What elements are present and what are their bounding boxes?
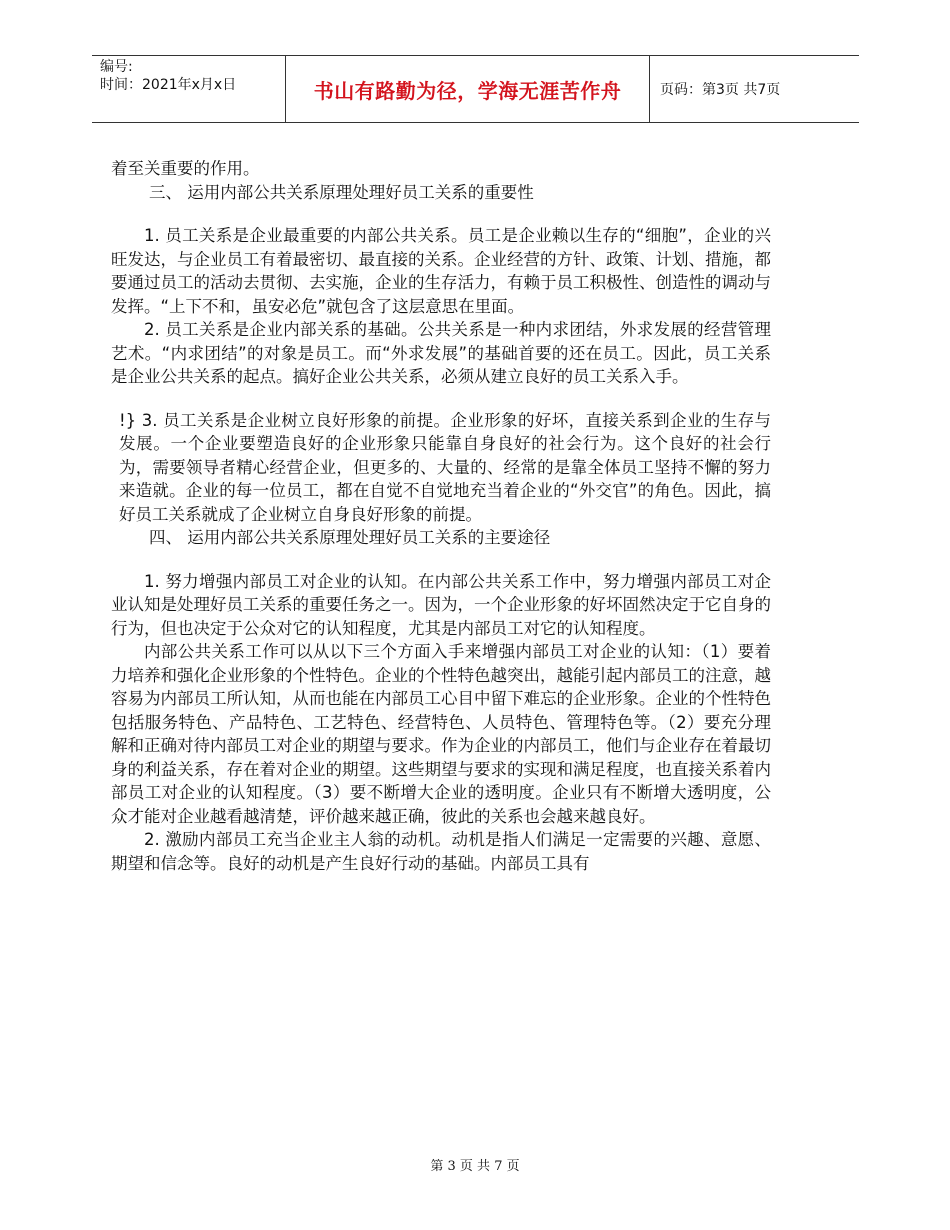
paragraph-4-1: 1. 努力增强内部员工对企业的认知。在内部公共关系工作中，努力增强内部员工对企业认知是处理好员工关系的重要任务之一。因为，一个企业形象的好坏固然决定于它自身的行为，但也决定于公众对它的认知程度，尤其是内部员工对它的认知程度。 — [111, 571, 771, 638]
header-page-label: 页码：第3页 共7页 — [660, 82, 781, 98]
paragraph-3-2: 2. 员工关系是企业内部关系的基础。公共关系是一种内求团结，外求发展的经营管理艺术。“内求团结”的对象是员工。而“外求发展”的基础首要的还在员工。因此，员工关系是企业公共关系的起点。搞好企业公共关系，必须从建立良好的员工关系入手。 — [111, 320, 771, 386]
header-motto: 书山有路勤为径，学海无涯苦作舟 — [285, 56, 650, 122]
section-heading-3: 三、 运用内部公共关系原理处理好员工关系的重要性 — [149, 182, 534, 202]
document-header — [92, 55, 859, 123]
document-body — [111, 157, 771, 875]
intro-paragraph: 着至关重要的作用。 — [111, 159, 260, 178]
paragraph-3-3: !} 3. 员工关系是企业树立良好形象的前提。企业形象的好坏，直接关系到企业的生存与发展。一个企业要塑造良好的企业形象只能靠自身良好的社会行为。这个良好的社会行为，需要领导者精心经营企业，但更多的、大量的、经常的是靠全体员工坚持不懈的努力来造就。企业的每一位员工，都在自觉不自觉地充当着企业的“外交官”的角色。因此，搞好员工关系就成了企业树立自身良好形象的前提。 — [119, 410, 771, 524]
time-label: 时间：2021年x月x日 — [100, 77, 237, 93]
number-label: 编号: — [100, 59, 133, 75]
page-footer: 第 3 页 共 7 页 — [430, 1159, 520, 1174]
paragraph-4-1b: 内部公共关系工作可以从以下三个方面入手来增强内部员工对企业的认知：（1）要着力培养和强化企业形象的个性特色。企业的个性特色越突出，越能引起内部员工的注意，越容易为内部员工所认知，从而也能在内部员工心目中留下难忘的企业形象。企业的个性特色包括服务特色、产品特色、工艺特色、经营特色、人员特色、管理特色等。（2）要充分理解和正确对待内部员工对企业的期望与要求。作为企业的内部员工，他们与企业存在着最切身的利益关系，存在着对企业的期望。这些期望与要求的实现和满足程度，也直接关系着内部员工对企业的认知程度。（3）要不断增大企业的透明度。企业只有不断增大透明度，公众才能对企业越看越清楚，评价越来越正确，彼此的关系也会越来越良好。 — [111, 642, 771, 826]
header-meta — [92, 56, 285, 122]
section-heading-4: 四、 运用内部公共关系原理处理好员工关系的主要途径 — [149, 528, 551, 547]
paragraph-4-2: 2. 激励内部员工充当企业主人翁的动机。动机是指人们满足一定需要的兴趣、意愿、期望和信念等。良好的动机是产生良好行动的基础。内部员工具有 — [111, 830, 771, 873]
paragraph-3-1: 1. 员工关系是企业最重要的内部公共关系。员工是企业赖以生存的“细胞”，企业的兴旺发达，与企业员工有着最密切、最直接的关系。企业经营的方针、政策、计划、措施，都要通过员工的活动去贯彻、去实施，企业的生存活力，有赖于员工积极性、创造性的调动与发挥。“上下不和，虽安必危”就包含了这层意思在里面。 — [111, 226, 771, 316]
